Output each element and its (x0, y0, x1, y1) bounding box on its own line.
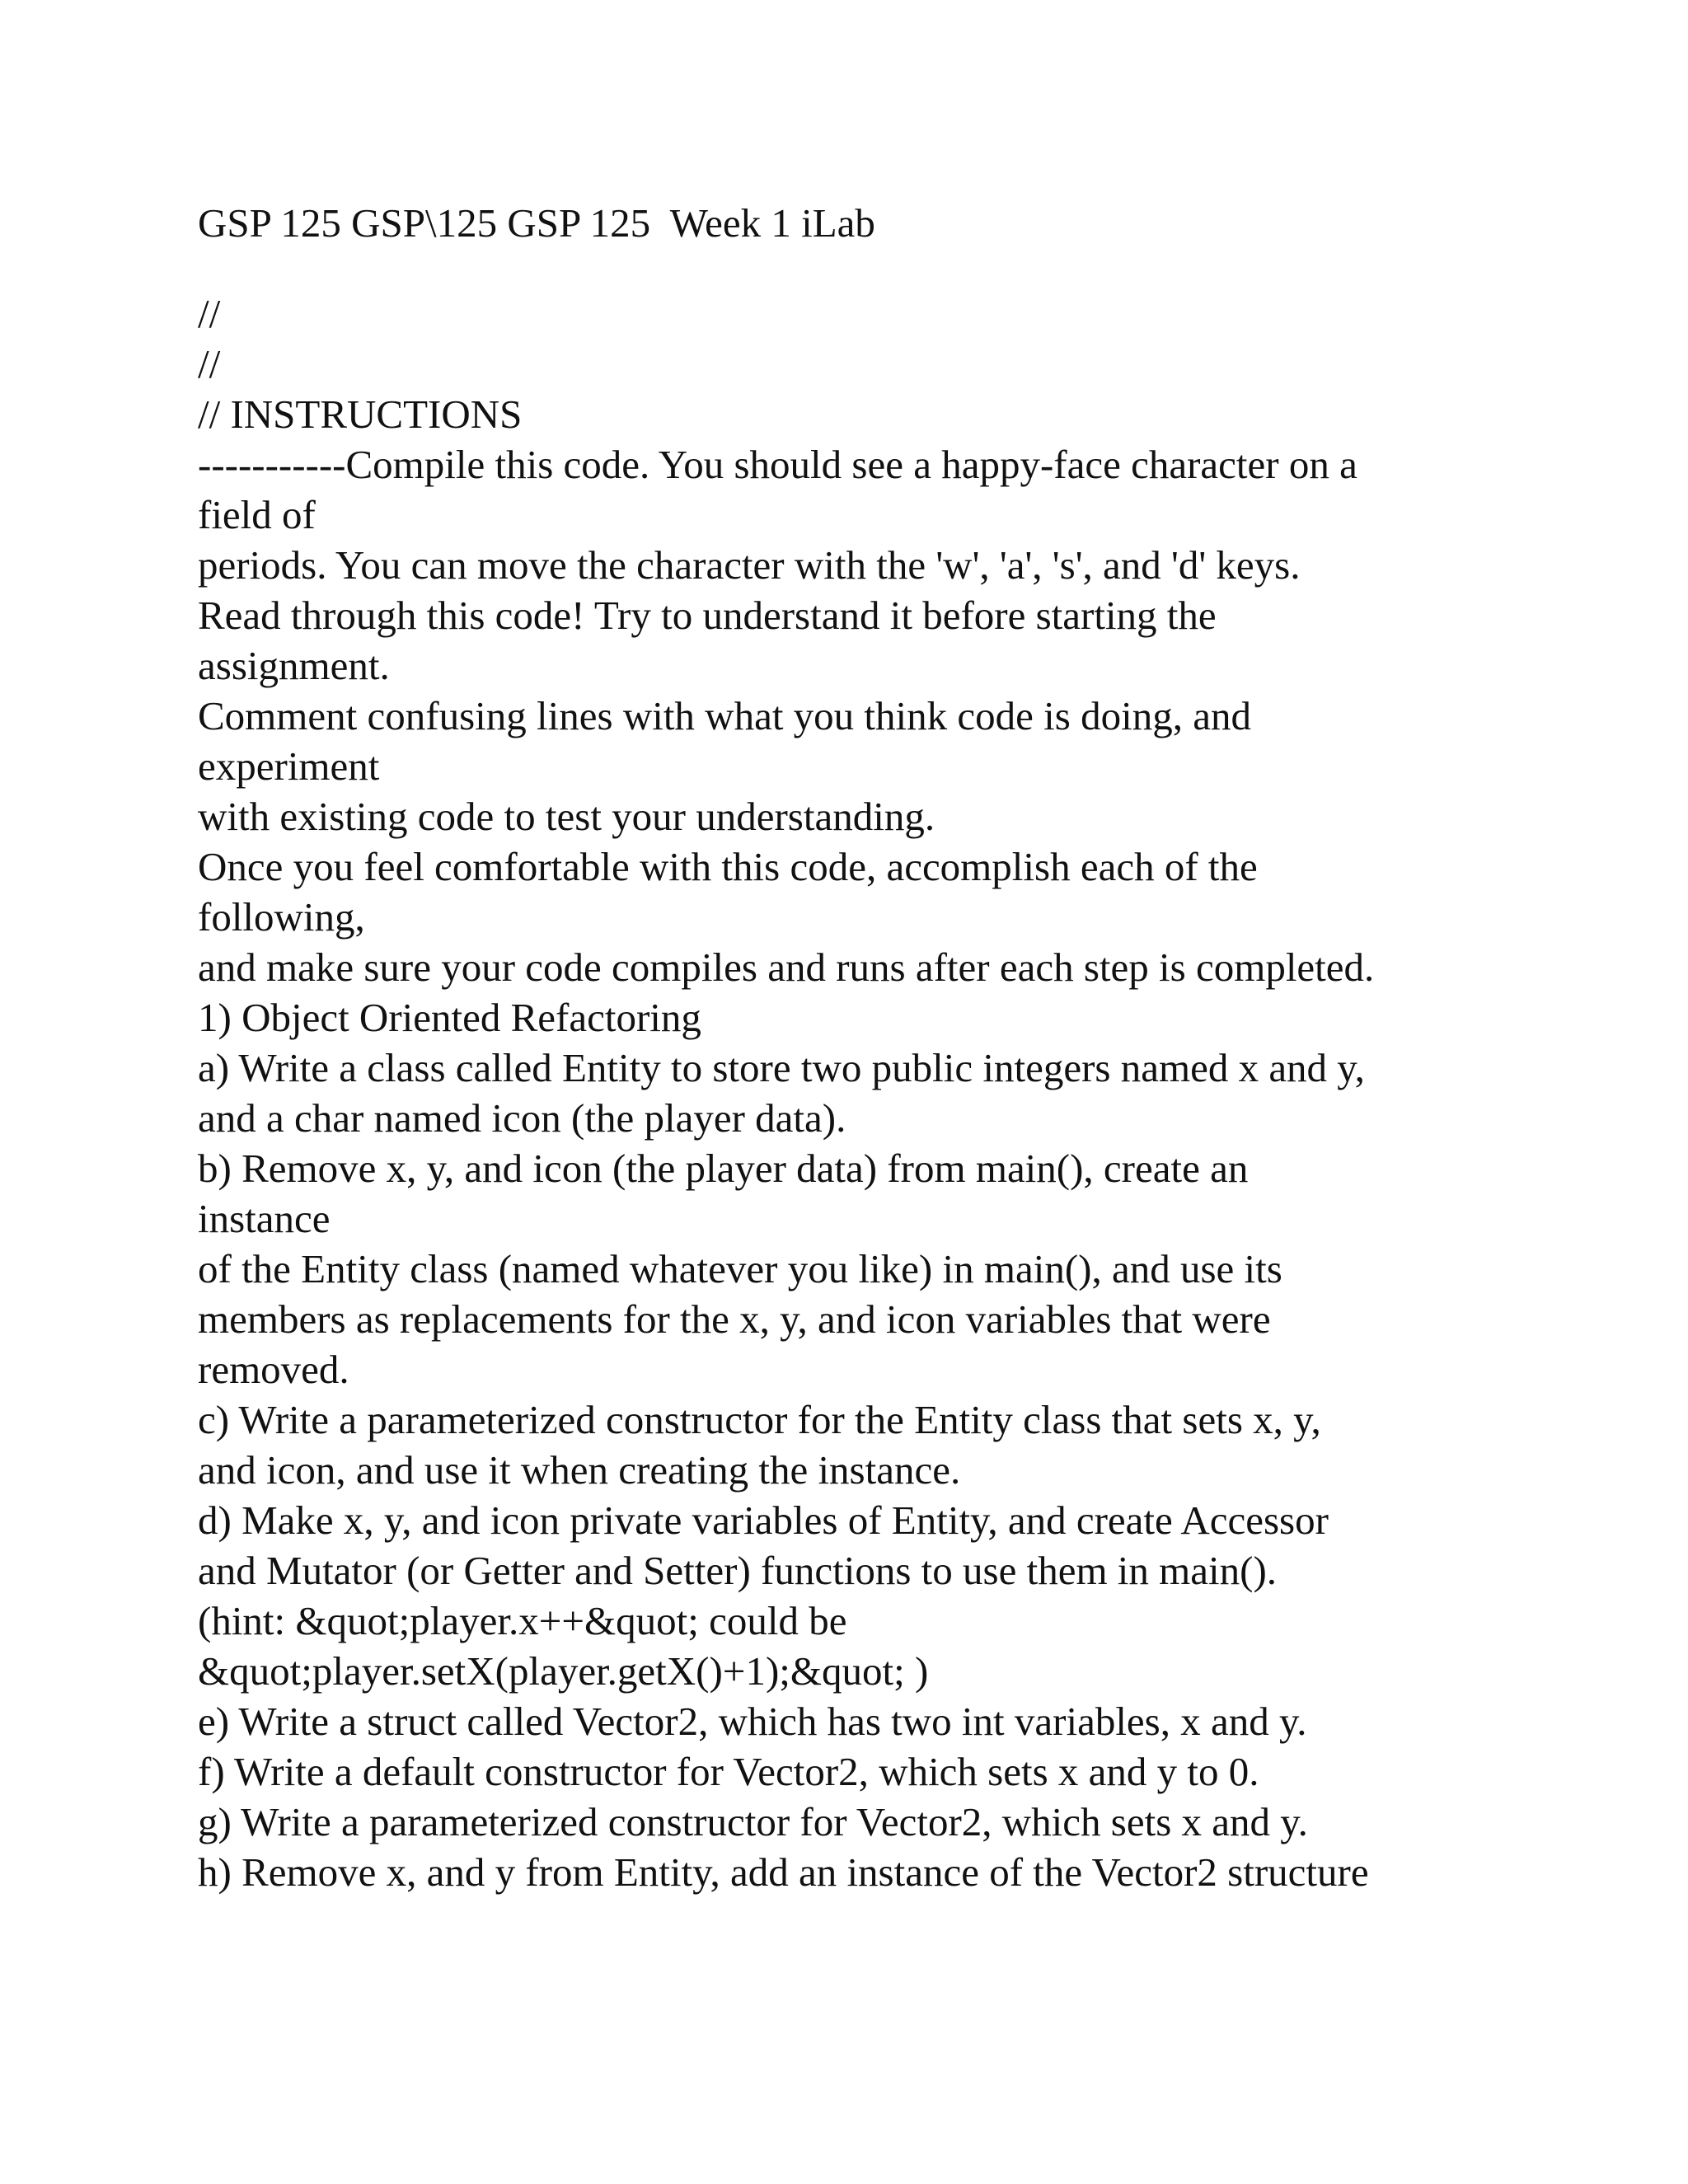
text-line: b) Remove x, y, and icon (the player data) from main(), create an (198, 1146, 1249, 1191)
text-line: // (198, 341, 221, 387)
document-title: GSP 125 GSP\125 GSP 125 Week 1 iLab (198, 200, 875, 246)
text-line: removed. (198, 1347, 349, 1392)
paragraph-spacer (198, 259, 1550, 288)
text-line: &quot;player.setX(player.getX()+1);&quot; ) (198, 1648, 929, 1694)
text-line: c) Write a parameterized constructor for the Entity class that sets x, y, (198, 1397, 1321, 1442)
text-line: experiment (198, 743, 380, 789)
document-body (198, 188, 1550, 1897)
text-line: // INSTRUCTIONS (198, 391, 523, 437)
text-line: field of (198, 492, 316, 537)
text-line: h) Remove x, and y from Entity, add an instance of the Vector2 structure (198, 1849, 1369, 1895)
text-line: (hint: &quot;player.x++&quot; could be (198, 1598, 847, 1643)
text-line: assignment. (198, 643, 390, 688)
text-line: periods. You can move the character with the 'w', 'a', 's', and 'd' keys. (198, 542, 1301, 588)
text-line: a) Write a class called Entity to store two public integers named x and y, (198, 1045, 1365, 1090)
text-line: 1) Object Oriented Refactoring (198, 995, 701, 1040)
text-line: f) Write a default constructor for Vector2, which sets x and y to 0. (198, 1749, 1259, 1794)
text-line: and Mutator (or Getter and Setter) functions to use them in main(). (198, 1548, 1278, 1593)
text-line: -----------Compile this code. You should see a happy-face character on a (198, 442, 1357, 487)
text-line: Comment confusing lines with what you think code is doing, and (198, 693, 1251, 738)
text-line: and make sure your code compiles and runs after each step is completed. (198, 944, 1375, 990)
text-line: Once you feel comfortable with this code, accomplish each of the (198, 844, 1258, 889)
text-line: following, (198, 894, 365, 940)
text-line: instance (198, 1196, 331, 1241)
text-line: and icon, and use it when creating the instance. (198, 1447, 961, 1493)
text-line: with existing code to test your understanding. (198, 794, 935, 839)
text-line: Read through this code! Try to understand it before starting the (198, 593, 1217, 638)
text-line: // (198, 291, 221, 336)
text-line: of the Entity class (named whatever you like) in main(), and use its (198, 1246, 1282, 1291)
text-line: g) Write a parameterized constructor for Vector2, which sets x and y. (198, 1799, 1308, 1844)
text-line: and a char named icon (the player data). (198, 1095, 846, 1141)
text-line: e) Write a struct called Vector2, which has two int variables, x and y. (198, 1699, 1307, 1744)
text-line: d) Make x, y, and icon private variables of Entity, and create Accessor (198, 1497, 1329, 1543)
text-line: members as replacements for the x, y, and icon variables that were (198, 1296, 1271, 1342)
